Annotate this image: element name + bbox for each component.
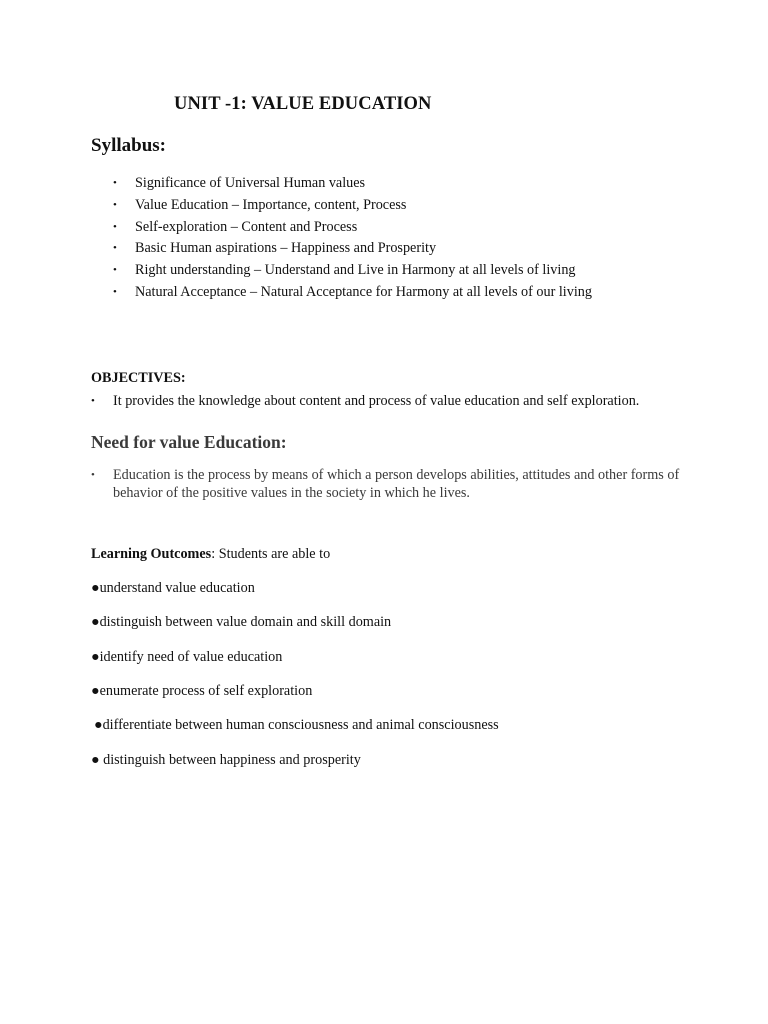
need-item xyxy=(91,466,693,502)
list-item xyxy=(0,282,592,304)
bullet-icon: • xyxy=(113,177,117,189)
syllabus-item-text: Right understanding – Understand and Live in Harmony at all levels of living xyxy=(135,262,576,279)
learning-outcomes-heading xyxy=(91,546,330,563)
syllabus-heading: Syllabus: xyxy=(91,135,166,156)
unit-title: UNIT -1: VALUE EDUCATION xyxy=(174,94,432,114)
list-item xyxy=(0,238,592,260)
learning-outcome-item: ●distinguish between value domain and skill domain xyxy=(91,614,392,630)
syllabus-item-text: Self-exploration – Content and Process xyxy=(135,218,358,235)
learning-outcome-item: ●enumerate process of self exploration xyxy=(91,683,313,699)
list-item xyxy=(0,217,592,239)
syllabus-item-text: Value Education – Importance, content, Process xyxy=(135,196,407,213)
learning-outcome-item: ●identify need of value education xyxy=(91,649,283,665)
syllabus-item-text: Basic Human aspirations – Happiness and Prosperity xyxy=(135,240,437,257)
list-item xyxy=(0,195,592,217)
bullet-icon: • xyxy=(113,285,117,298)
bullet-icon: • xyxy=(113,242,117,255)
need-heading: Need for value Education: xyxy=(91,432,287,452)
learning-outcome-item: ●differentiate between human consciousness and animal consciousness xyxy=(94,717,499,733)
learning-outcomes-label: Learning Outcomes xyxy=(91,546,212,562)
need-item-text: Education is the process by means of which a person develops abilities, attitudes and other forms of behavior of the positive values in the society in which he lives. xyxy=(113,467,680,501)
list-item xyxy=(0,173,592,195)
objectives-heading: OBJECTIVES: xyxy=(91,370,186,386)
bullet-icon: • xyxy=(113,198,117,211)
learning-outcome-item: ●understand value education xyxy=(91,580,255,596)
objectives-item-text: It provides the knowledge about content and process of value education and self exploration. xyxy=(113,393,640,409)
bullet-icon: • xyxy=(113,220,117,233)
syllabus-item-text: Natural Acceptance – Natural Acceptance for Harmony at all levels of our living xyxy=(135,283,592,300)
bullet-icon: • xyxy=(113,264,117,277)
syllabus-item-text: Significance of Universal Human values xyxy=(135,175,366,191)
bullet-icon: • xyxy=(91,395,95,407)
syllabus-list xyxy=(0,173,592,304)
learning-outcomes-intro: : Students are able to xyxy=(211,546,331,562)
objectives-item xyxy=(0,391,639,411)
bullet-icon: • xyxy=(91,469,95,481)
list-item xyxy=(0,260,592,282)
learning-outcome-item: ● distinguish between happiness and prosperity xyxy=(91,752,361,768)
